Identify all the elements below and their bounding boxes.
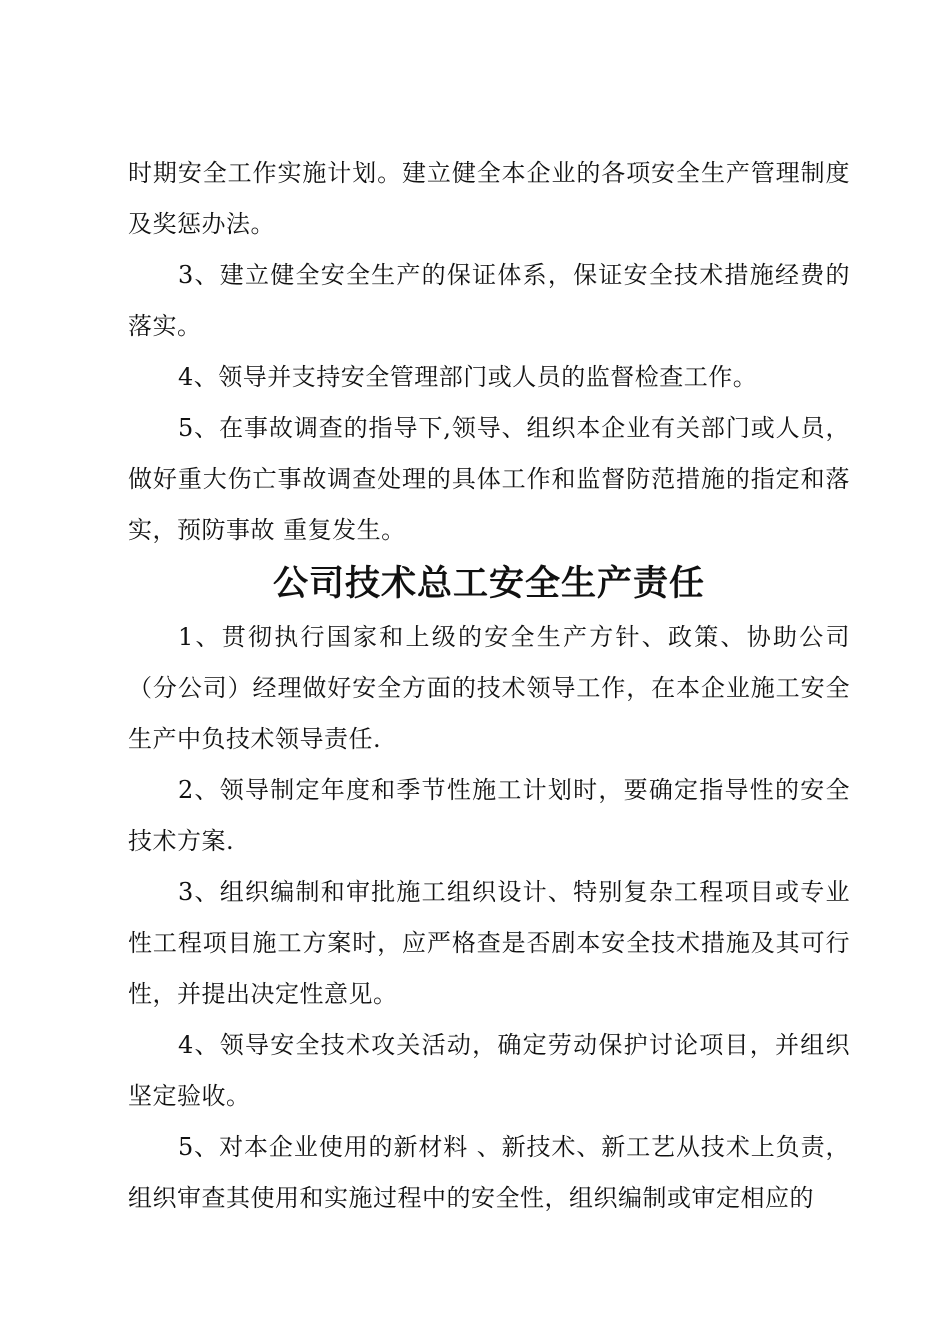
document-body <box>128 148 850 1224</box>
section-item-5: 5、对本企业使用的新材料 、新技术、新工艺从技术上负责，组织审查其使用和实施过程中的安全性，组织编制或审定相应的 <box>128 1133 850 1212</box>
section-item-3: 3、组织编制和审批施工组织设计、特别复杂工程项目或专业性工程项目施工方案时，应严格查是否剧本安全技术措施及其可行性，并提出决定性意见。 <box>128 878 850 1008</box>
section-item-2: 2、领导制定年度和季节性施工计划时，要确定指导性的安全技术方案. <box>128 776 850 855</box>
section-item-4: 4、领导安全技术攻关活动，确定劳动保护讨论项目，并组织坚定验收。 <box>128 1031 850 1110</box>
paragraph-item-3: 3、建立健全安全生产的保证体系，保证安全技术措施经费的落实。 <box>128 261 850 340</box>
paragraph-continuation: 时期安全工作实施计划。建立健全本企业的各项安全生产管理制度及奖惩办法。 <box>128 159 850 238</box>
paragraph-item-4: 4、领导并支持安全管理部门或人员的监督检查工作。 <box>178 363 758 391</box>
section-item-1: 1、贯彻执行国家和上级的安全生产方针、政策、协助公司（分公司）经理做好安全方面的技术领导工作，在本企业施工安全生产中负技术领导责任. <box>128 623 850 753</box>
paragraph-item-5: 5、在事故调查的指导下,领导、组织本企业有关部门或人员，做好重大伤亡事故调查处理的具体工作和监督防范措施的指定和落实，预防事故 重复发生。 <box>128 414 850 544</box>
section-title: 公司技术总工安全生产责任 <box>272 564 705 604</box>
